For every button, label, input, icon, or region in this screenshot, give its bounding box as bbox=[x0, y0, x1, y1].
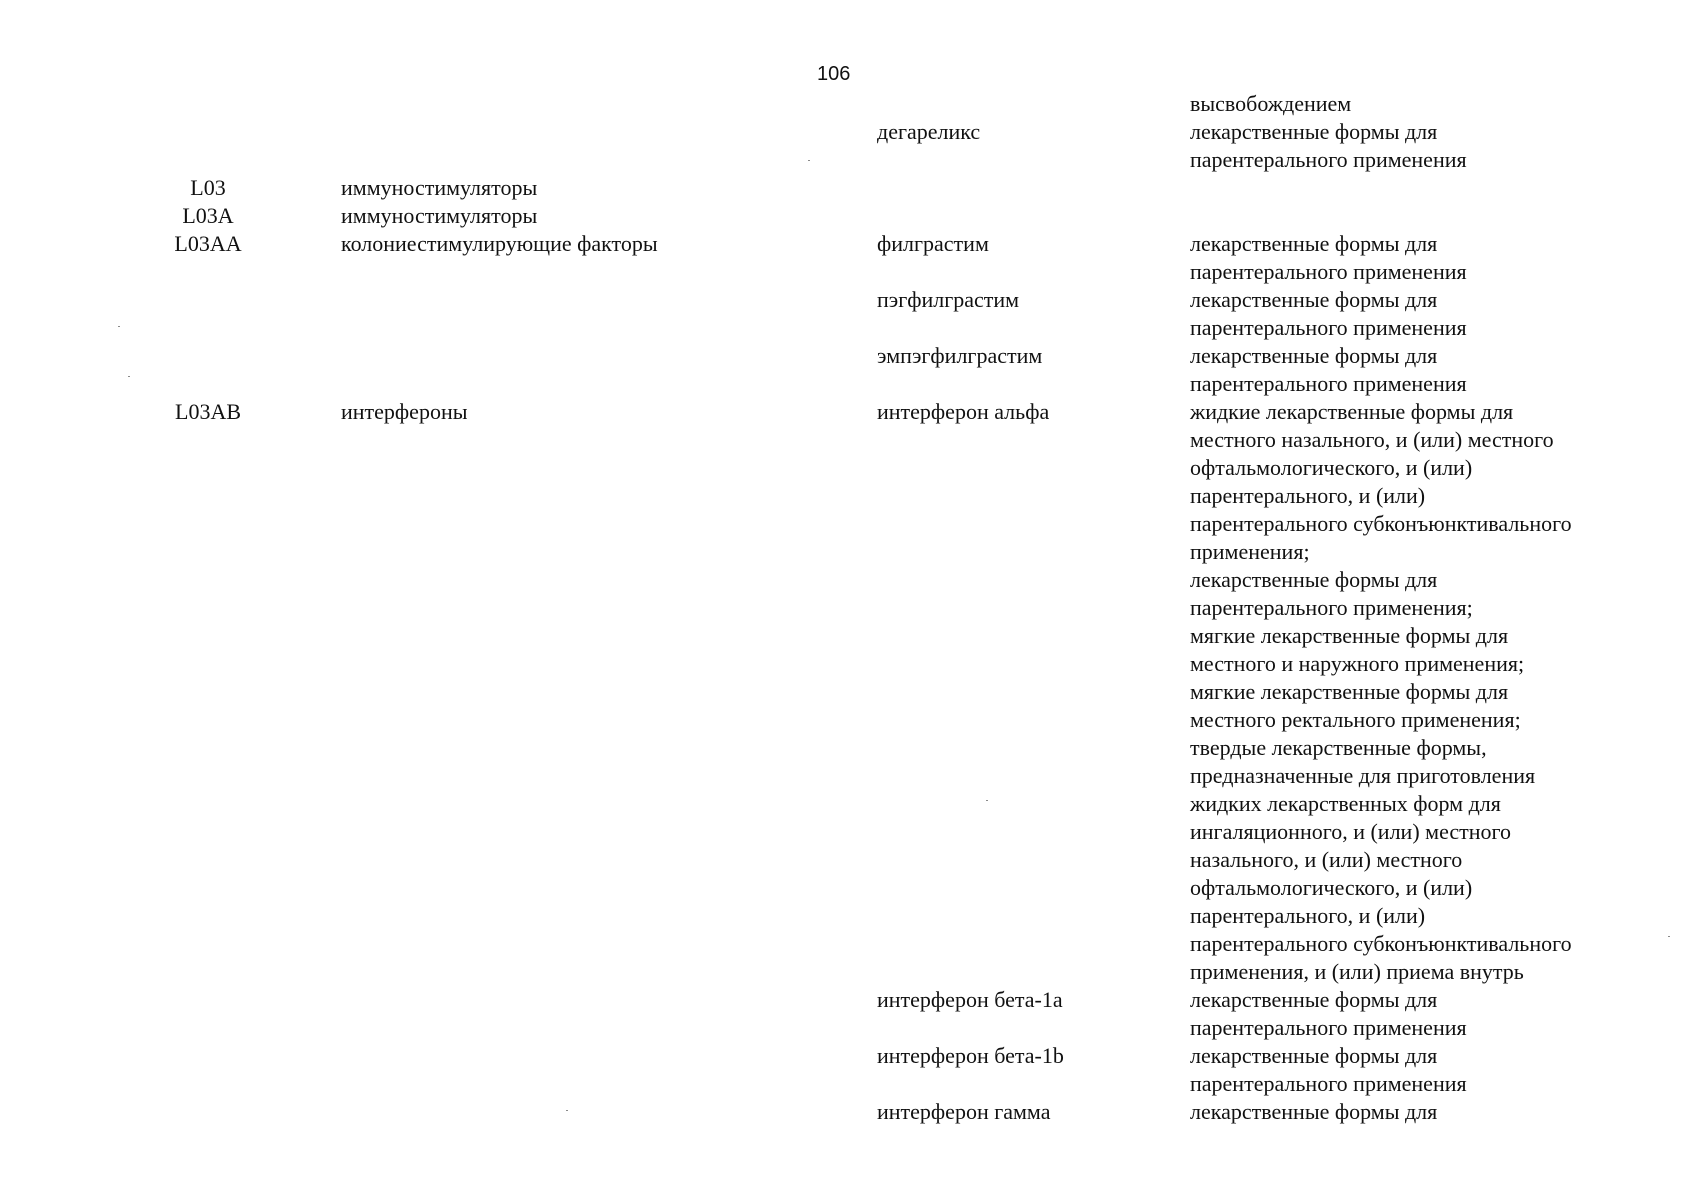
form-line: парентерального, и (или) bbox=[1190, 483, 1426, 508]
drug-name: пэгфилграстим bbox=[877, 287, 1020, 312]
drug-name: дегареликс bbox=[877, 119, 981, 144]
form-line: жидких лекарственных форм для bbox=[1190, 791, 1501, 816]
form-line: парентерального субконъюнктивального bbox=[1190, 931, 1572, 956]
form-line: высвобождением bbox=[1190, 91, 1352, 116]
form-line: мягкие лекарственные формы для bbox=[1190, 679, 1509, 704]
atc-code: L03AA bbox=[174, 231, 242, 256]
form-line: лекарственные формы для bbox=[1190, 987, 1438, 1012]
form-line: лекарственные формы для bbox=[1190, 1043, 1438, 1068]
form-line: применения, и (или) приема внутрь bbox=[1190, 959, 1524, 984]
atc-group: иммуностимуляторы bbox=[341, 175, 538, 200]
atc-code: L03AB bbox=[175, 399, 241, 424]
page-number-text: 106 bbox=[817, 63, 851, 85]
form-line: лекарственные формы для bbox=[1190, 1099, 1438, 1124]
scan-speck bbox=[1668, 936, 1670, 937]
form-line: местного назального, и (или) местного bbox=[1190, 427, 1554, 452]
form-line: лекарственные формы для bbox=[1190, 119, 1438, 144]
atc-code: L03A bbox=[182, 203, 234, 228]
scan-speck bbox=[808, 160, 810, 161]
form-line: офтальмологического, и (или) bbox=[1190, 455, 1473, 480]
form-line: местного ректального применения; bbox=[1190, 707, 1521, 732]
form-line: парентерального применения; bbox=[1190, 595, 1473, 620]
form-line: твердые лекарственные формы, bbox=[1190, 735, 1487, 760]
atc-group: интерфероны bbox=[341, 399, 468, 424]
form-line: парентерального, и (или) bbox=[1190, 903, 1426, 928]
form-line: парентерального применения bbox=[1190, 259, 1467, 284]
form-line: предназначенные для приготовления bbox=[1190, 763, 1536, 788]
drug-name: интерферон бета-1b bbox=[877, 1043, 1064, 1068]
form-line: местного и наружного применения; bbox=[1190, 651, 1525, 676]
form-line: парентерального применения bbox=[1190, 371, 1467, 396]
form-line: мягкие лекарственные формы для bbox=[1190, 623, 1509, 648]
form-line: жидкие лекарственные формы для bbox=[1190, 399, 1514, 424]
form-line: офтальмологического, и (или) bbox=[1190, 875, 1473, 900]
drug-name: интерферон гамма bbox=[877, 1099, 1051, 1124]
scan-speck bbox=[128, 376, 130, 377]
form-line: применения; bbox=[1190, 539, 1310, 564]
form-line: парентерального применения bbox=[1190, 1071, 1467, 1096]
atc-code: L03 bbox=[190, 175, 226, 200]
scan-speck bbox=[118, 326, 120, 327]
form-line: парентерального применения bbox=[1190, 147, 1467, 172]
form-line: парентерального субконъюнктивального bbox=[1190, 511, 1572, 536]
form-line: парентерального применения bbox=[1190, 1015, 1467, 1040]
drug-name: интерферон альфа bbox=[877, 399, 1050, 424]
atc-group: колониестимулирующие факторы bbox=[341, 231, 658, 256]
form-line: лекарственные формы для bbox=[1190, 343, 1438, 368]
scan-speck bbox=[986, 800, 988, 801]
drug-name: интерферон бета-1а bbox=[877, 987, 1063, 1012]
form-line: ингаляционного, и (или) местного bbox=[1190, 819, 1512, 844]
form-line: парентерального применения bbox=[1190, 315, 1467, 340]
atc-group: иммуностимуляторы bbox=[341, 203, 538, 228]
form-line: лекарственные формы для bbox=[1190, 231, 1438, 256]
drug-name: эмпэгфилграстим bbox=[877, 343, 1043, 368]
scan-speck bbox=[566, 1110, 568, 1111]
form-line: лекарственные формы для bbox=[1190, 567, 1438, 592]
form-line: назального, и (или) местного bbox=[1190, 847, 1463, 872]
form-line: лекарственные формы для bbox=[1190, 287, 1438, 312]
drug-name: филграстим bbox=[877, 231, 989, 256]
